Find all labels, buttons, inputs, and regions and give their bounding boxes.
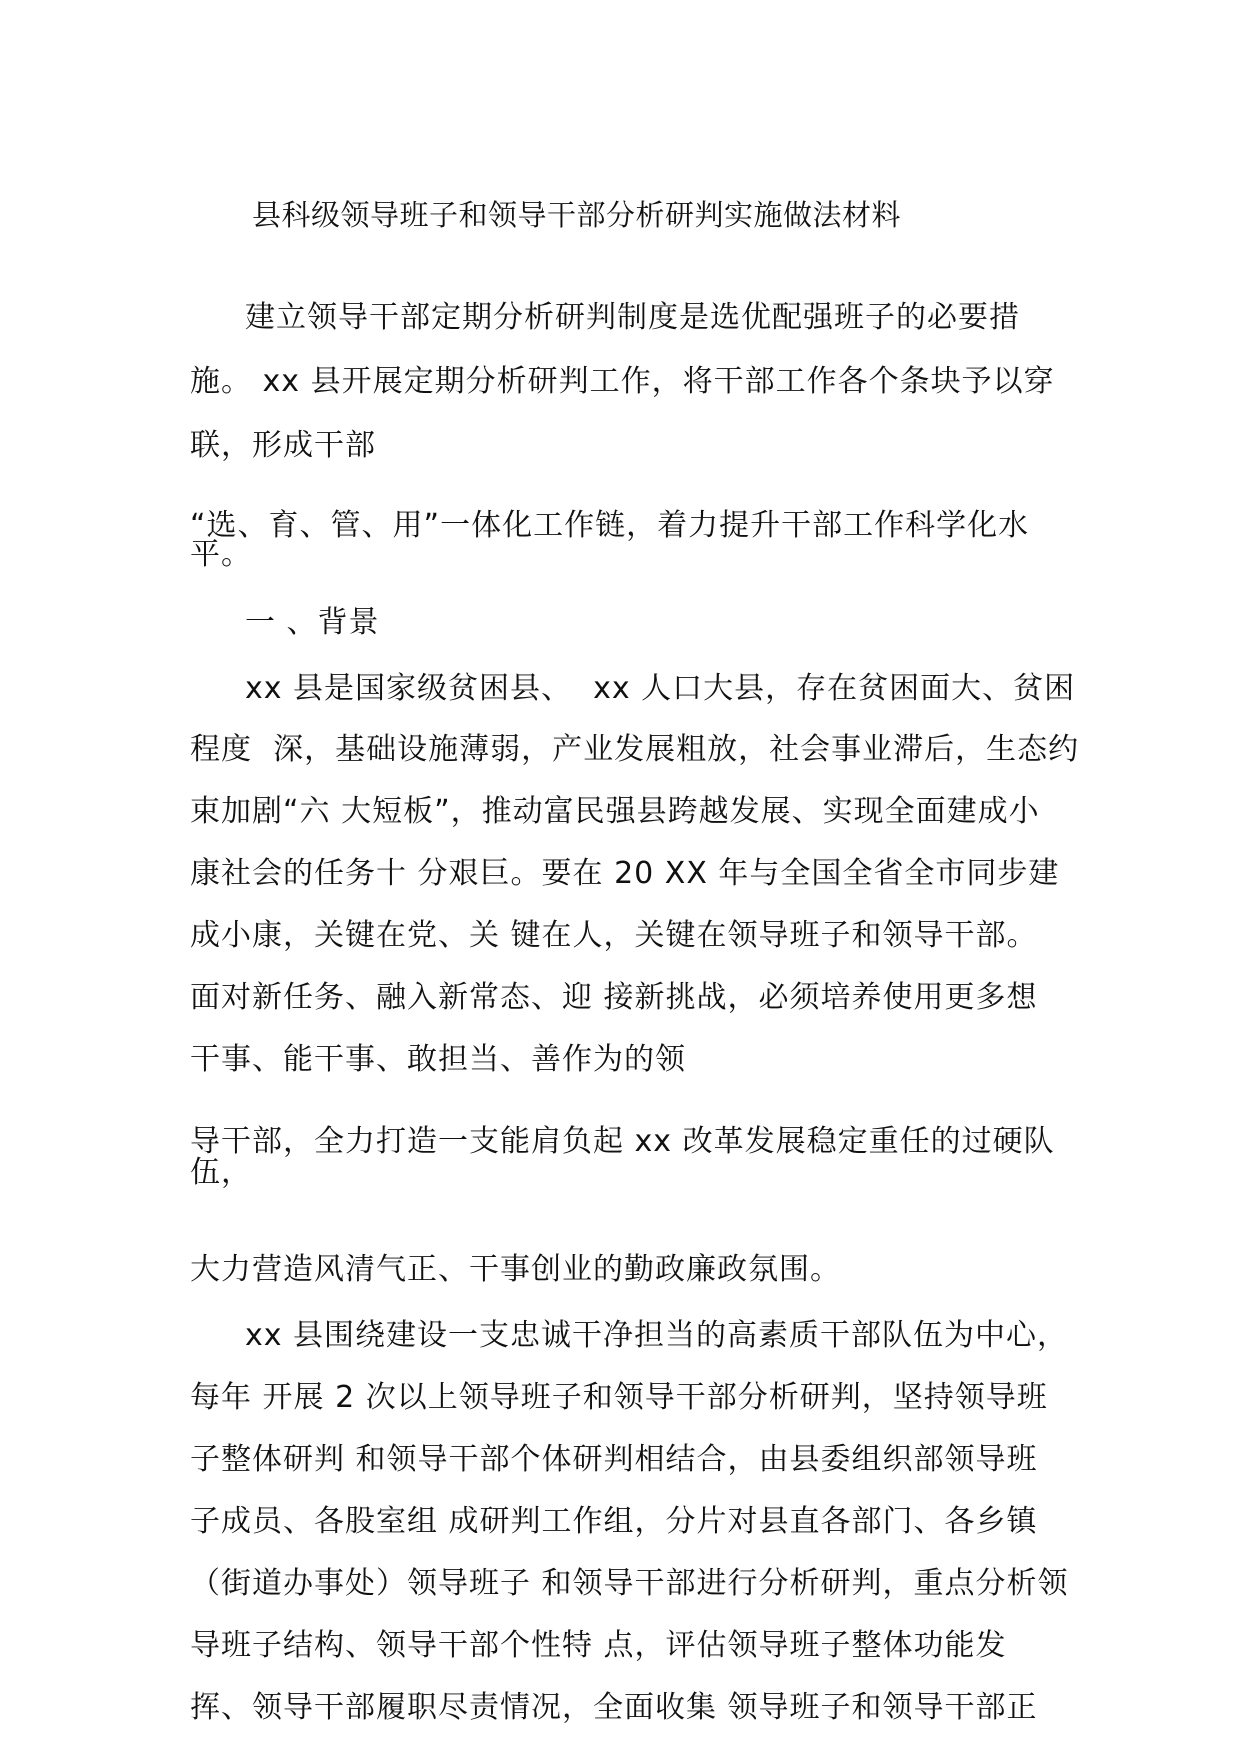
paragraph-line: 导干部，全力打造一支能肩负起 xx 改革发展稳定重任的过硬队: [190, 1124, 1055, 1159]
paragraph-line: 子成员、各股室组 成研判工作组，分片对县直各部门、各乡镇: [190, 1504, 1038, 1539]
section-heading: 一 、背景: [245, 605, 380, 640]
paragraph-line: 施。 xx 县开展定期分析研判工作，将干部工作各个条块予以穿: [190, 364, 1055, 399]
paragraph-line: （街道办事处）领导班子 和领导干部进行分析研判，重点分析领: [190, 1566, 1069, 1601]
paragraph-line: “选、育、管、用”一体化工作链，着力提升干部工作科学化水: [190, 508, 1030, 543]
paragraph-line: 子整体研判 和领导干部个体研判相结合，由县委组织部领导班: [190, 1442, 1038, 1477]
paragraph-line: 伍，: [190, 1155, 252, 1190]
paragraph-line: 每年 开展 2 次以上领导班子和领导干部分析研判，坚持领导班: [190, 1380, 1048, 1415]
paragraph-line: 平。: [190, 537, 252, 572]
document-title: 县科级领导班子和领导干部分析研判实施做法材料: [252, 198, 902, 232]
paragraph-line: 康社会的任务十 分艰巨。要在 20 XX 年与全国全省全市同步建: [190, 856, 1060, 891]
paragraph-line: 面对新任务、融入新常态、迎 接新挑战，必须培养使用更多想: [190, 980, 1038, 1015]
paragraph-line: 程度 深，基础设施薄弱，产业发展粗放，社会事业滞后，生态约: [190, 732, 1080, 767]
paragraph-line: xx 县是国家级贫困县、 xx 人口大县，存在贫困面大、贫困: [245, 671, 1076, 706]
paragraph-line: 干事、能干事、敢担当、善作为的领: [190, 1042, 686, 1077]
paragraph-line: 束加剧“六 大短板”，推动富民强县跨越发展、实现全面建成小: [190, 794, 1040, 829]
paragraph-line: 建立领导干部定期分析研判制度是选优配强班子的必要措: [245, 300, 1020, 335]
paragraph-line: 挥、领导干部履职尽责情况，全面收集 领导班子和领导干部正: [190, 1690, 1038, 1725]
paragraph-line: xx 县围绕建设一支忠诚干净担当的高素质干部队伍为中心，: [245, 1318, 1069, 1353]
paragraph-line: 大力营造风清气正、干事创业的勤政廉政氛围。: [190, 1252, 841, 1287]
paragraph-line: 联，形成干部: [190, 428, 376, 463]
paragraph-line: 导班子结构、领导干部个性特 点，评估领导班子整体功能发: [190, 1628, 1007, 1663]
paragraph-line: 成小康，关键在党、关 键在人，关键在领导班子和领导干部。: [190, 918, 1038, 953]
